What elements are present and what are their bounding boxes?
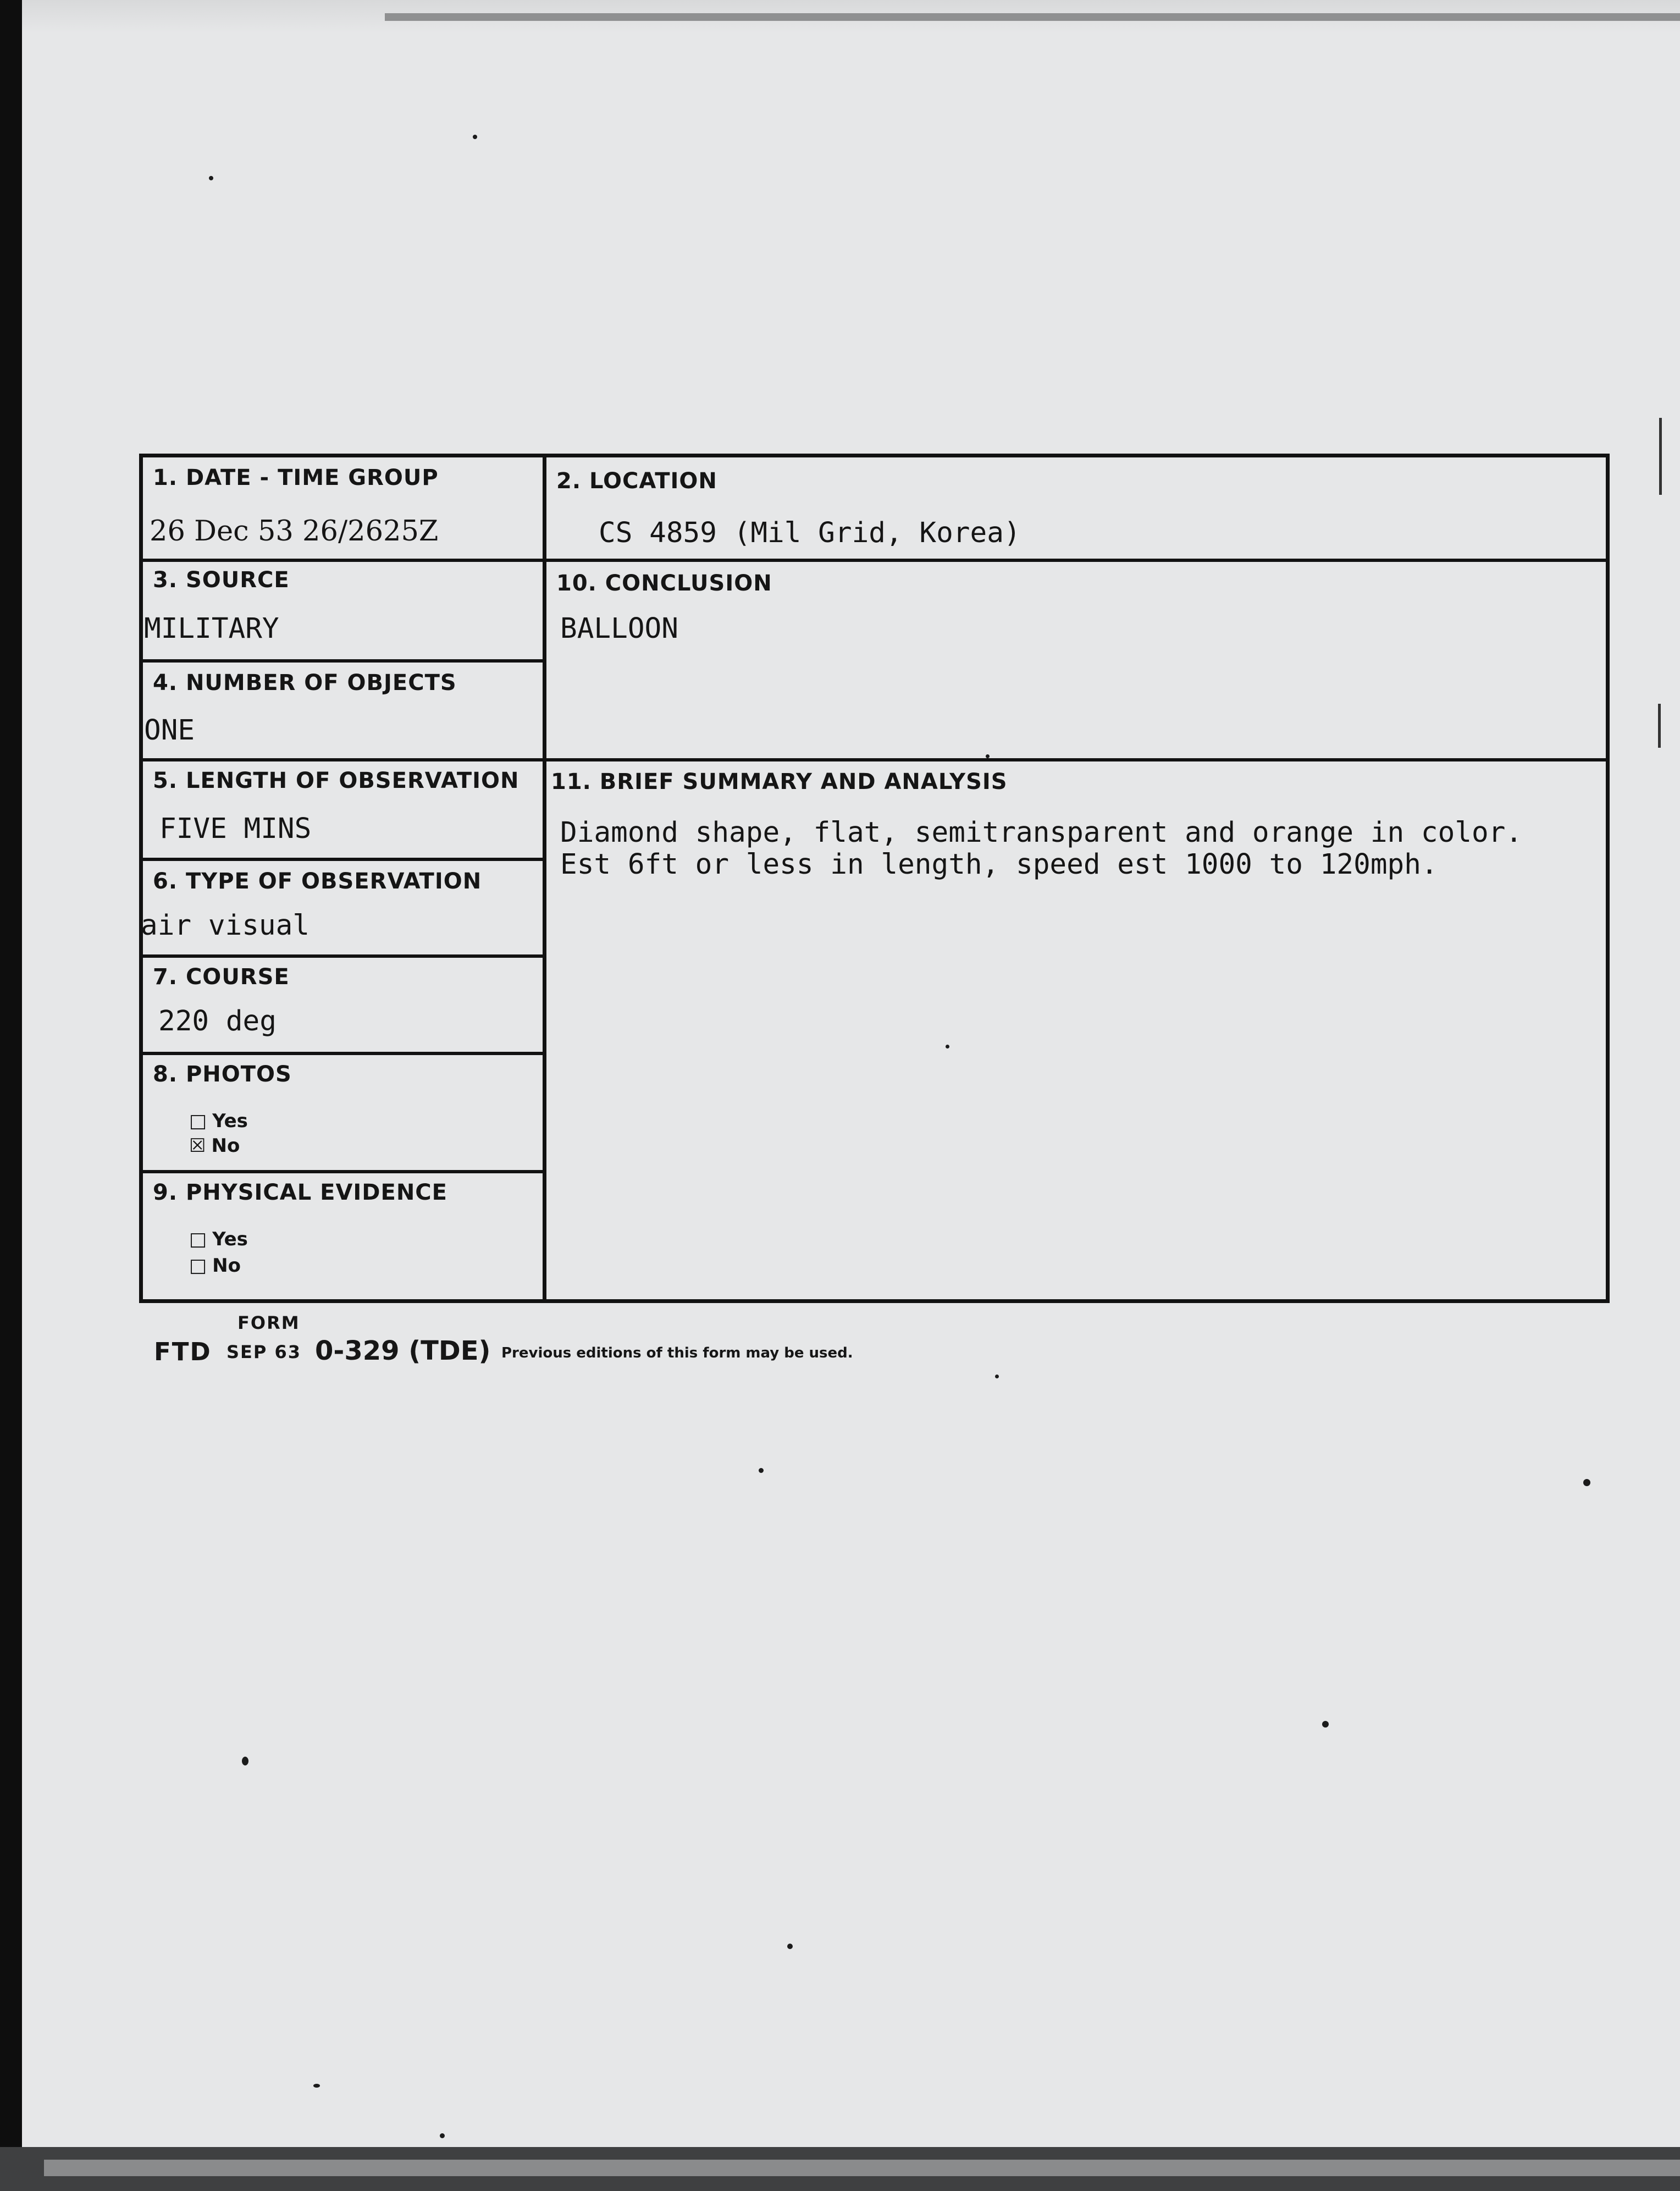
speck xyxy=(209,176,213,180)
checkbox-empty-icon: □ xyxy=(189,1228,207,1250)
scan-bottom-band xyxy=(44,2160,1680,2176)
photos-no-text: No xyxy=(211,1135,240,1157)
date-time-group-label: 1. DATE - TIME GROUP xyxy=(153,465,439,490)
source-label: 3. SOURCE xyxy=(153,567,290,593)
footer-note: Previous editions of this form may be used. xyxy=(501,1345,853,1361)
conclusion-value: BALLOON xyxy=(560,612,678,645)
photos-cell xyxy=(143,1055,543,1173)
photos-yes-text: Yes xyxy=(212,1110,248,1132)
date-time-group-cell xyxy=(143,457,543,562)
brief-summary-label: 11. BRIEF SUMMARY AND ANALYSIS xyxy=(551,769,1008,794)
checkbox-empty-icon: □ xyxy=(189,1110,207,1132)
speck xyxy=(242,1757,248,1765)
number-of-objects-value: ONE xyxy=(144,714,195,747)
course-label: 7. COURSE xyxy=(153,964,290,990)
speck xyxy=(473,135,477,139)
location-value: CS 4859 (Mil Grid, Korea) xyxy=(599,517,1021,549)
physical-evidence-cell xyxy=(143,1173,543,1299)
physical-evidence-no-option[interactable] xyxy=(189,1255,241,1277)
brief-summary-line-1: Diamond shape, flat, semitransparent and orange in color. xyxy=(560,816,1523,849)
location-cell xyxy=(546,457,1610,562)
photos-no-option[interactable] xyxy=(189,1135,240,1157)
scan-mark xyxy=(1658,704,1661,748)
speck xyxy=(787,1944,793,1949)
footer-ftd: FTD xyxy=(154,1337,212,1366)
number-of-objects-label: 4. NUMBER OF OBJECTS xyxy=(153,670,457,696)
source-cell xyxy=(143,562,543,663)
type-of-observation-value: air visual xyxy=(141,909,310,942)
type-of-observation-label: 6. TYPE OF OBSERVATION xyxy=(153,869,482,894)
scan-top-line xyxy=(385,13,1680,21)
photos-label: 8. PHOTOS xyxy=(153,1062,292,1087)
report-form xyxy=(139,454,1610,1303)
conclusion-cell xyxy=(546,562,1610,761)
course-value: 220 deg xyxy=(158,1005,277,1037)
length-of-observation-cell xyxy=(143,761,543,861)
column-divider xyxy=(543,457,546,1299)
physical-evidence-yes-option[interactable] xyxy=(189,1228,248,1250)
speck xyxy=(313,2084,320,2088)
footer-form-word: FORM xyxy=(237,1312,300,1333)
conclusion-label: 10. CONCLUSION xyxy=(556,571,772,596)
photos-yes-option[interactable] xyxy=(189,1110,248,1132)
scan-left-edge xyxy=(0,0,22,2191)
speck xyxy=(1322,1721,1329,1728)
speck xyxy=(440,2133,445,2138)
footer-form-number: 0-329 (TDE) xyxy=(315,1335,491,1366)
scan-mark xyxy=(1659,418,1662,495)
speck xyxy=(1583,1479,1590,1486)
speck xyxy=(759,1468,764,1473)
length-of-observation-value: FIVE MINS xyxy=(159,813,312,845)
number-of-objects-cell xyxy=(143,663,543,761)
length-of-observation-label: 5. LENGTH OF OBSERVATION xyxy=(153,768,520,793)
brief-summary-line-2: Est 6ft or less in length, speed est 1000 to 120mph. xyxy=(560,848,1438,881)
brief-summary-cell xyxy=(546,761,1610,1299)
date-time-group-value: 26 Dec 53 26/2625Z xyxy=(150,515,439,548)
physical-evidence-label: 9. PHYSICAL EVIDENCE xyxy=(153,1180,447,1205)
physical-evidence-no-text: No xyxy=(212,1255,241,1277)
checkbox-empty-icon: □ xyxy=(189,1255,207,1277)
course-cell xyxy=(143,958,543,1055)
type-of-observation-cell xyxy=(143,861,543,958)
physical-evidence-yes-text: Yes xyxy=(212,1228,248,1250)
footer-date: SEP 63 xyxy=(226,1342,302,1362)
location-label: 2. LOCATION xyxy=(556,468,717,494)
checkbox-checked-icon: ☒ xyxy=(189,1135,206,1157)
speck xyxy=(995,1375,999,1378)
source-value: MILITARY xyxy=(144,612,279,645)
